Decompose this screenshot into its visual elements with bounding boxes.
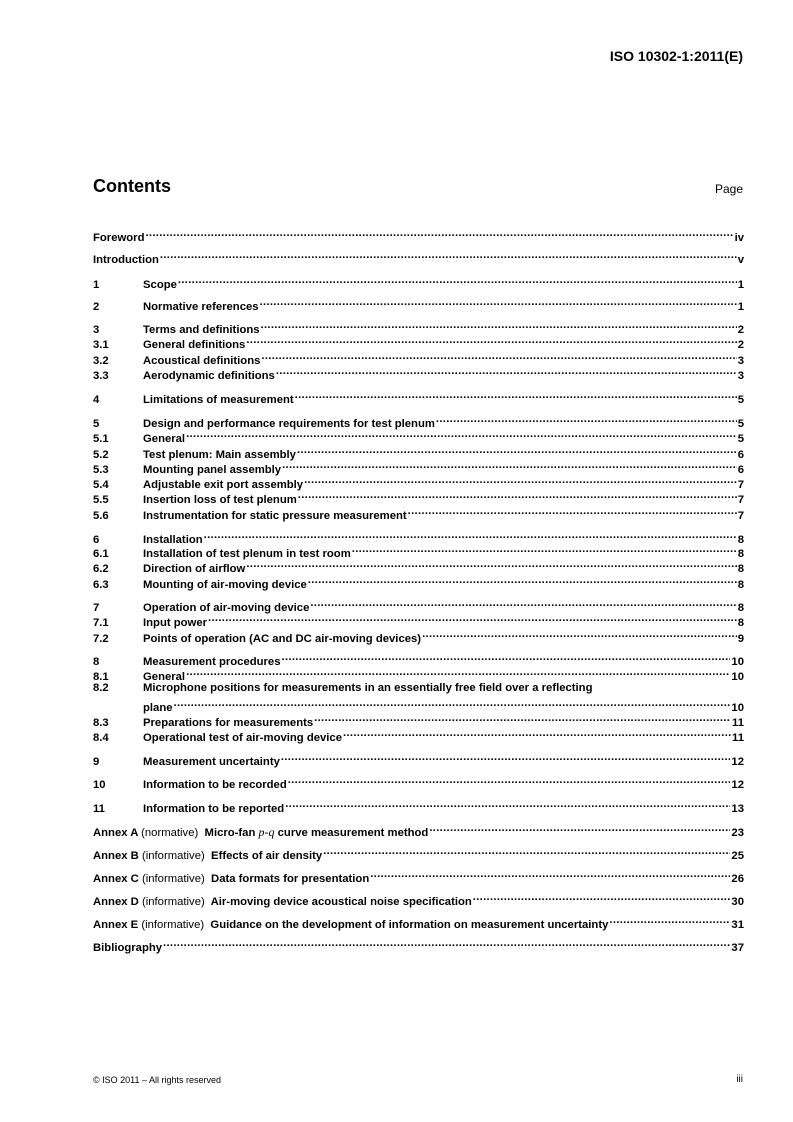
toc-entry[interactable] [93, 573, 744, 591]
dot-leader [174, 696, 731, 711]
toc-entry-number: 3.1 [93, 339, 109, 351]
toc-entry-number: 9 [93, 756, 100, 768]
toc-entry-page: 10 [731, 656, 744, 668]
toc-entry-number: 6.3 [93, 579, 109, 591]
toc-entry-number: 5.1 [93, 433, 109, 445]
toc-entry[interactable] [93, 318, 744, 336]
toc-entry[interactable] [93, 364, 744, 382]
copyright-notice: © ISO 2011 – All rights reserved [93, 1075, 222, 1085]
toc-annex-title [93, 918, 608, 933]
toc-entry-title: Bibliography [93, 942, 163, 954]
toc-entry-page: 8 [737, 548, 744, 560]
dot-leader [408, 504, 737, 519]
toc-entry-title: Input power [143, 617, 208, 629]
toc-entry[interactable] [93, 458, 744, 476]
annex-label: Annex C [93, 873, 139, 885]
toc-entry-page: 1 [737, 279, 744, 291]
toc-entry-page: 9 [737, 633, 744, 645]
toc-entry-number: 5.4 [93, 479, 109, 491]
dot-leader [186, 427, 737, 442]
toc-entry-number: 5.5 [93, 494, 109, 506]
toc-entry-page: 12 [731, 779, 744, 791]
toc-entry-number: 8 [93, 656, 100, 668]
toc-entry-page: 37 [731, 942, 744, 954]
dot-leader [160, 248, 737, 263]
toc-entry[interactable] [93, 627, 744, 645]
toc-entry-page: 6 [737, 449, 744, 461]
annex-kind: (informative) [141, 919, 205, 931]
annex-label: Annex E [93, 919, 139, 931]
toc-entry[interactable] [93, 611, 744, 629]
toc-entry-title-continuation: plane [143, 702, 173, 714]
toc-entry[interactable] [93, 773, 744, 791]
toc-entry-title: Installation [143, 534, 203, 546]
toc-entry[interactable] [93, 427, 744, 445]
toc-entry-title: Information to be recorded [143, 779, 287, 791]
toc-entry[interactable] [93, 388, 744, 406]
toc-entry-title: Direction of airflow [143, 563, 246, 575]
toc-entry-number: 1 [93, 279, 100, 291]
toc-entry-page: 7 [737, 510, 744, 522]
annex-label: Annex B [93, 850, 139, 862]
dot-leader [178, 273, 737, 288]
toc-entry-number: 4 [93, 394, 100, 406]
toc-entry-page: 12 [731, 756, 744, 768]
toc-annex-title [93, 825, 428, 841]
toc-entry-title: Operation of air-moving device [143, 602, 310, 614]
toc-entry[interactable] [93, 711, 744, 729]
toc-entry-title: Insertion loss of test plenum [143, 494, 297, 506]
dot-leader [352, 542, 737, 557]
page-number: iii [736, 1074, 743, 1085]
toc-entry-page: 7 [737, 494, 744, 506]
toc-entry-page: 31 [731, 919, 744, 931]
toc-entry-title: Test plenum: Main assembly [143, 449, 296, 461]
toc-entry-number: 8.4 [93, 732, 109, 744]
dot-leader [295, 388, 737, 403]
toc-entry-page: 8 [737, 617, 744, 629]
toc-entry[interactable] [93, 596, 744, 614]
toc-entry-page: v [737, 254, 744, 266]
dot-leader [308, 573, 737, 588]
dot-leader [260, 295, 737, 310]
toc-entry-number: 6 [93, 534, 100, 546]
dot-leader [246, 557, 736, 572]
annex-title-italic: p-q [258, 825, 275, 839]
toc-entry[interactable] [93, 528, 744, 546]
toc-entry-title: Operational test of air-moving device [143, 732, 342, 744]
toc-entry-page: 10 [731, 702, 744, 714]
toc-entry-title: Normative references [143, 301, 259, 313]
toc-entry-number: 8.2 [93, 682, 109, 694]
dot-leader [343, 726, 731, 741]
toc-entry[interactable] [93, 681, 744, 696]
toc-entry-page: 26 [731, 873, 744, 885]
toc-annex-title [93, 872, 369, 887]
toc-entry-page: 5 [737, 394, 744, 406]
toc-entry-number: 7.2 [93, 633, 109, 645]
toc-entry-bibliography[interactable] [93, 936, 744, 954]
toc-annex-title [93, 895, 472, 910]
toc-entry-page: 2 [737, 339, 744, 351]
dot-leader [276, 364, 737, 379]
dot-leader [297, 443, 737, 458]
toc-annex-a[interactable] [93, 821, 744, 839]
toc-entry-number: 5.3 [93, 464, 109, 476]
toc-entry-title: Preparations for measurements [143, 717, 314, 729]
toc-entry-page: 5 [737, 418, 744, 430]
toc-entry-number: 7.1 [93, 617, 109, 629]
dot-leader [304, 473, 737, 488]
toc-entry[interactable] [93, 333, 744, 351]
toc-entry-page: 3 [737, 355, 744, 367]
annex-kind: (informative) [141, 873, 205, 885]
toc-entry-number: 5.6 [93, 510, 109, 522]
dot-leader [282, 650, 731, 665]
toc-entry-title: Acoustical definitions [143, 355, 261, 367]
toc-entry[interactable] [93, 726, 744, 744]
dot-leader [314, 711, 731, 726]
toc-entry[interactable] [93, 542, 744, 560]
annex-kind: (normative) [141, 827, 199, 839]
toc-entry-title: Mounting of air-moving device [143, 579, 307, 591]
dot-leader [473, 890, 731, 905]
dot-leader [204, 528, 737, 543]
toc-entry-page: 8 [737, 602, 744, 614]
toc-entry[interactable] [93, 349, 744, 367]
toc-entry[interactable] [93, 650, 744, 668]
toc-annex-c[interactable] [93, 867, 744, 885]
dot-leader [246, 333, 736, 348]
document-id: ISO 10302-1:2011(E) [609, 48, 743, 64]
toc-entry-page: 8 [737, 563, 744, 575]
toc-entry-number: 2 [93, 301, 100, 313]
toc-entry-title: General definitions [143, 339, 246, 351]
toc-entry-title: Measurement procedures [143, 656, 281, 668]
dot-leader [261, 349, 736, 364]
toc-entry-page: 8 [737, 579, 744, 591]
dot-leader [609, 913, 730, 928]
dot-leader [285, 797, 730, 812]
toc-entry[interactable] [93, 273, 744, 291]
toc-entry-number: 8.3 [93, 717, 109, 729]
toc-entry-title: Points of operation (AC and DC air-moving devices) [143, 633, 422, 645]
dot-leader [186, 665, 730, 680]
toc-entry-number: 6.1 [93, 548, 109, 560]
toc-entry-title: General [143, 671, 186, 683]
toc-entry-title: Limitations of measurement [143, 394, 294, 406]
dot-leader [282, 458, 737, 473]
dot-leader [310, 596, 736, 611]
annex-kind: (informative) [141, 896, 205, 908]
toc-entry-page: 11 [732, 732, 744, 744]
toc-entry-page: 25 [731, 850, 744, 862]
annex-label: Annex A [93, 827, 138, 839]
toc-entry-page: 1 [737, 301, 744, 313]
toc-entry-foreword[interactable] [93, 226, 744, 244]
toc-annex-e[interactable] [93, 913, 744, 931]
dot-leader [370, 867, 730, 882]
annex-title-pre: Data formats for presentation [211, 873, 370, 885]
annex-title-pre: Air-moving device acoustical noise specification [210, 896, 472, 908]
toc-entry-title: Mounting panel assembly [143, 464, 282, 476]
dot-leader [261, 318, 737, 333]
toc-entry-title: Adjustable exit port assembly [143, 479, 304, 491]
toc-entry-page: 13 [731, 803, 744, 815]
toc-annex-d[interactable] [93, 890, 744, 908]
dot-leader [436, 412, 737, 427]
toc-entry-number: 7 [93, 602, 100, 614]
toc-entry-page: 23 [731, 827, 744, 839]
toc-entry[interactable] [93, 797, 744, 815]
toc-entry-number: 6.2 [93, 563, 109, 575]
dot-leader [429, 821, 730, 836]
toc-entry-page: 11 [732, 717, 744, 729]
toc-entry[interactable] [93, 295, 744, 313]
toc-entry-title: Aerodynamic definitions [143, 370, 275, 382]
toc-entry-continuation[interactable] [143, 696, 744, 714]
dot-leader [163, 936, 730, 951]
toc-entry-number: 11 [93, 803, 105, 815]
toc-entry-title: Instrumentation for static pressure measurement [143, 510, 407, 522]
toc-entry[interactable] [93, 665, 744, 683]
toc-entry-page: 5 [737, 433, 744, 445]
toc-entry[interactable] [93, 412, 744, 430]
dot-leader [422, 627, 737, 642]
annex-title-pre: Effects of air density [211, 850, 323, 862]
toc-entry-title: Terms and definitions [143, 324, 260, 336]
dot-leader [298, 488, 737, 503]
toc-entry[interactable] [93, 473, 744, 491]
annex-title-pre: Micro-fan [204, 827, 259, 839]
toc-entry-page: 7 [737, 479, 744, 491]
toc-entry-number: 10 [93, 779, 106, 791]
dot-leader [145, 226, 733, 241]
toc-entry-title: Introduction [93, 254, 159, 266]
toc-entry-title: Design and performance requirements for test plenum [143, 418, 435, 430]
annex-title-post: curve measurement method [274, 827, 429, 839]
contents-heading: Contents [93, 176, 171, 196]
dot-leader [323, 844, 730, 859]
toc-entry-number: 3 [93, 324, 100, 336]
toc-entry[interactable] [93, 750, 744, 768]
toc-entry-page: 30 [731, 896, 744, 908]
toc-entry-number: 5.2 [93, 449, 109, 461]
toc-entry-title: General [143, 433, 186, 445]
toc-entry-number: 3.2 [93, 355, 109, 367]
toc-entry-number: 3.3 [93, 370, 109, 382]
page-column-label: Page [714, 182, 743, 196]
dot-leader [281, 750, 731, 765]
toc-entry-page: 8 [737, 534, 744, 546]
toc-entry[interactable] [93, 504, 744, 522]
annex-label: Annex D [93, 896, 139, 908]
dot-leader [208, 611, 737, 626]
toc-entry-page: 6 [737, 464, 744, 476]
annex-kind: (informative) [141, 850, 205, 862]
toc-annex-b[interactable] [93, 844, 744, 862]
toc-entry-page: 3 [737, 370, 744, 382]
toc-entry[interactable] [93, 557, 744, 575]
dot-leader [288, 773, 731, 788]
toc-entry-introduction[interactable] [93, 248, 744, 266]
toc-entry-number: 5 [93, 418, 100, 430]
toc-entry-page: 2 [737, 324, 744, 336]
toc-entry[interactable] [93, 488, 744, 506]
toc-entry[interactable] [93, 443, 744, 461]
toc-entry-page: 10 [731, 671, 744, 683]
toc-entry-title: Installation of test plenum in test room [143, 548, 351, 560]
annex-title-pre: Guidance on the development of information on measurement uncertainty [210, 919, 609, 931]
toc-entry-number: 8.1 [93, 671, 109, 683]
toc-entry-title: Scope [143, 279, 177, 291]
toc-entry-title: Microphone positions for measurements in an essentially free field over a reflecting [143, 682, 593, 694]
toc-entry-title: Information to be reported [143, 803, 285, 815]
toc-entry-title: Foreword [93, 232, 145, 244]
toc-entry-page: iv [734, 232, 744, 244]
toc-annex-title [93, 849, 322, 864]
toc-entry-title: Measurement uncertainty [143, 756, 280, 768]
